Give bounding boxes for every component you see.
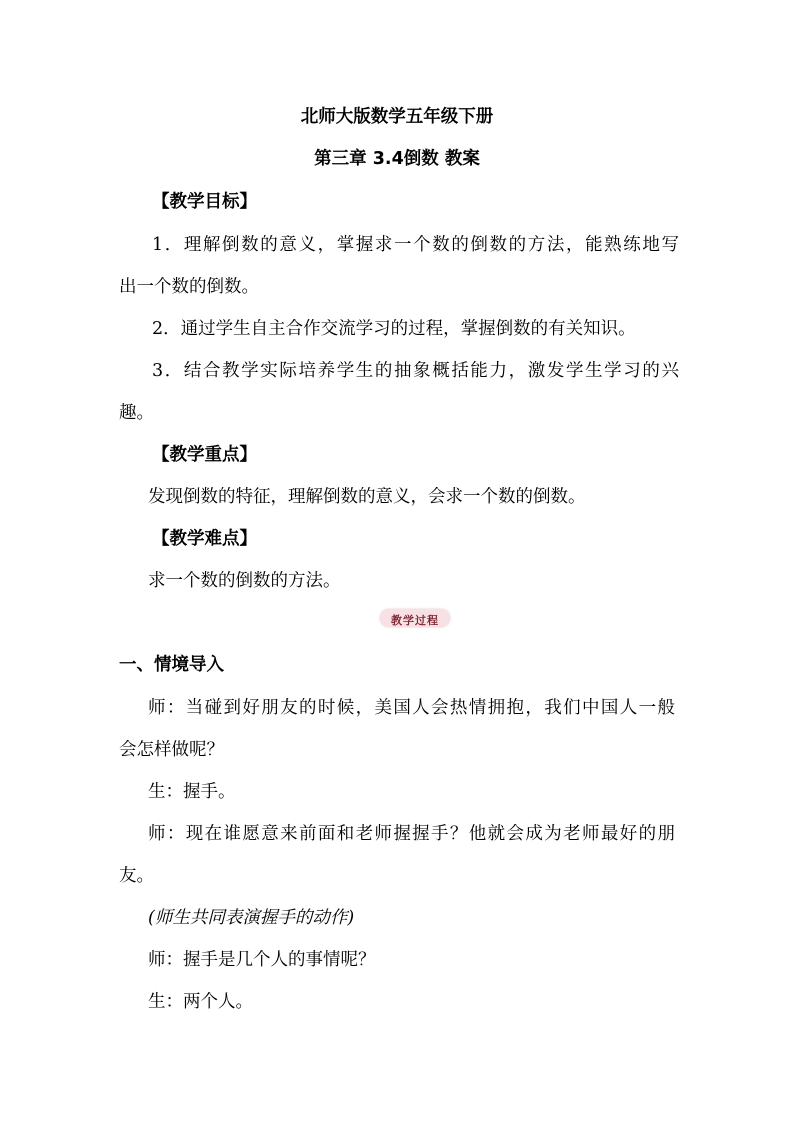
dialogue-1-line-2: 会怎样做呢？ — [119, 740, 224, 760]
section-1-heading: 一、情境导入 — [119, 655, 224, 675]
dialogue-2: 生：握手。 — [148, 782, 236, 802]
difficulties-text: 求一个数的倒数的方法。 — [148, 571, 341, 591]
goal-item-1-line-2: 出一个数的倒数。 — [119, 277, 259, 297]
goals-heading: 【教学目标】 — [152, 192, 257, 212]
key-points-heading: 【教学重点】 — [152, 445, 257, 465]
document-subtitle: 第三章 3.4倒数 教案 — [314, 149, 480, 169]
goal-item-3-line-1: 3．结合教学实际培养学生的抽象概括能力，激发学生学习的兴 — [152, 361, 679, 381]
teaching-process-banner — [380, 609, 450, 627]
dialogue-3-line-2: 友。 — [119, 866, 154, 886]
dialogue-4: 师：握手是几个人的事情呢？ — [148, 950, 376, 970]
teaching-process-label: 教学过程 — [391, 614, 439, 627]
goal-item-2: 2．通过学生自主合作交流学习的过程，掌握倒数的有关知识。 — [152, 319, 636, 339]
dialogue-5: 生：两个人。 — [148, 992, 253, 1012]
goal-item-3-line-2: 趣。 — [119, 403, 154, 423]
difficulties-heading: 【教学难点】 — [152, 529, 257, 549]
stage-direction: (师生共同表演握手的动作) — [148, 908, 355, 928]
dialogue-1-line-1: 师：当碰到好朋友的时候，美国人会热情拥抱，我们中国人一般 — [148, 698, 675, 718]
document-title: 北师大版数学五年级下册 — [300, 107, 494, 127]
key-points-text: 发现倒数的特征，理解倒数的意义，会求一个数的倒数。 — [148, 487, 586, 507]
dialogue-3-line-1: 师：现在谁愿意来前面和老师握握手？他就会成为老师最好的朋 — [148, 824, 675, 844]
goal-item-1-line-1: 1．理解倒数的意义，掌握求一个数的倒数的方法，能熟练地写 — [152, 235, 679, 255]
